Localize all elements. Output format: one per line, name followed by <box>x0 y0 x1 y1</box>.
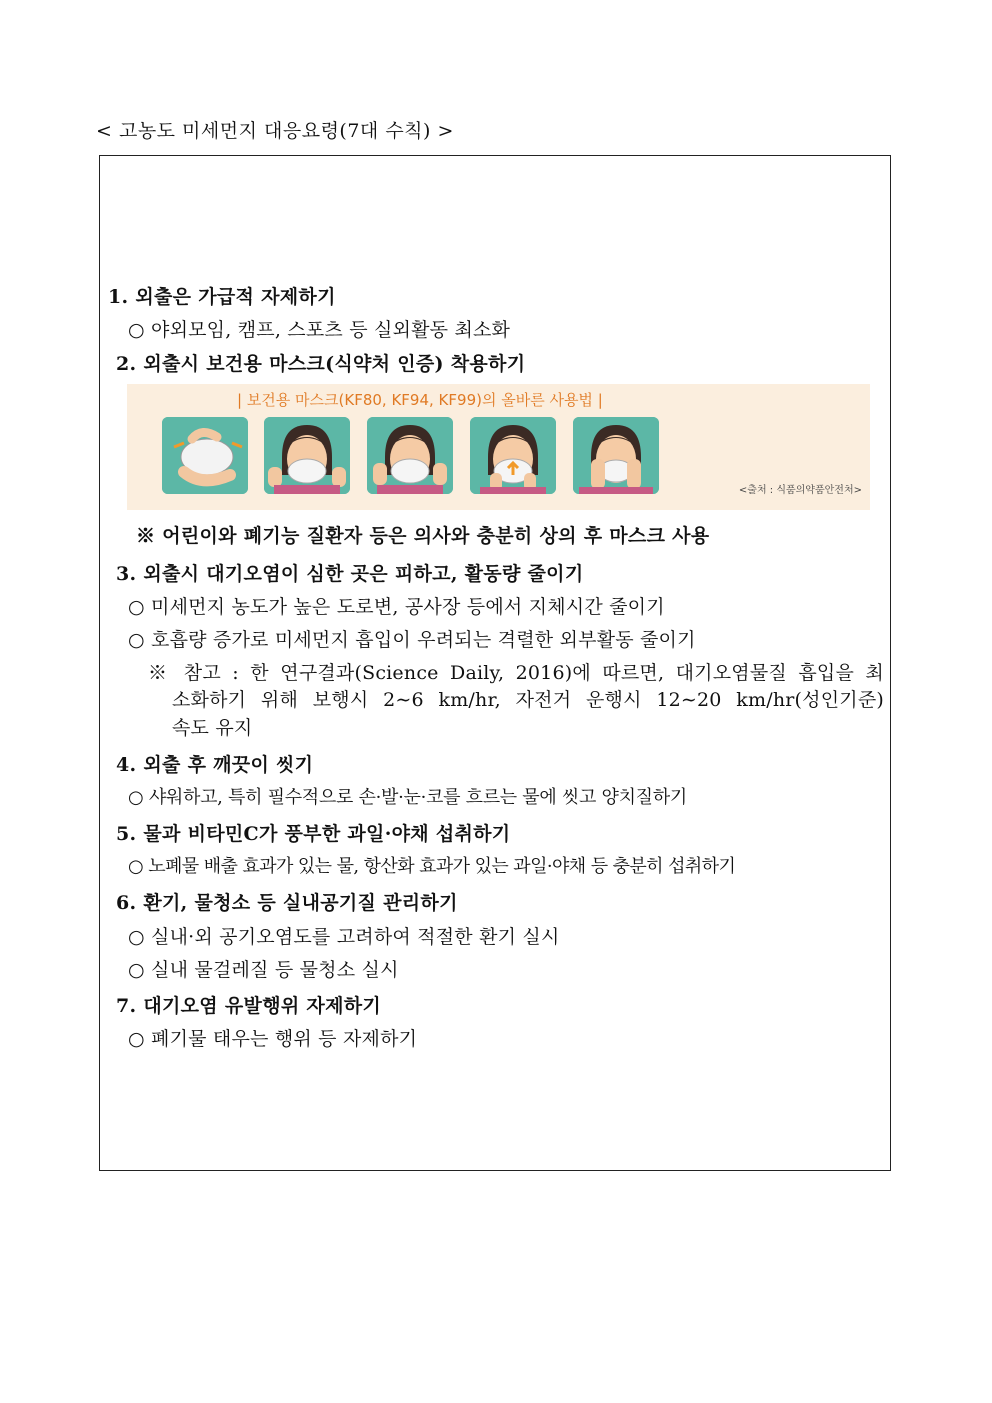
section-5-item-1: ○ 노폐물 배출 효과가 있는 물, 항산화 효과가 있는 과일·야채 등 충분히 섭취하기 <box>128 856 736 877</box>
section-2-note: ※ 어린이와 폐기능 질환자 등은 의사와 충분히 상의 후 마스크 사용 <box>136 525 710 547</box>
section-3-reference-line-1: ※ 참고 : 한 연구결과(Science Daily, 2016)에 따르면, 대기오염물질 흡입을 최 <box>148 662 884 684</box>
mask-usage-figure <box>127 384 870 510</box>
section-1-item-1: ○ 야외모임, 캠프, 스포츠 등 실외활동 최소화 <box>128 319 511 341</box>
mask-step-4-image <box>470 417 556 494</box>
mask-step-2-image <box>264 417 350 494</box>
section-1-heading: 1. 외출은 가급적 자제하기 <box>108 286 336 308</box>
section-6-item-1: ○ 실내·외 공기오염도를 고려하여 적절한 환기 실시 <box>128 926 560 948</box>
section-3-heading: 3. 외출시 대기오염이 심한 곳은 피하고, 활동량 줄이기 <box>116 563 584 585</box>
section-5-heading: 5. 물과 비타민C가 풍부한 과일·야채 섭취하기 <box>116 823 511 845</box>
figure-source: <출처 : 식품의약품안전처> <box>738 485 862 496</box>
section-4-item-1: ○ 샤워하고, 특히 필수적으로 손·발·눈·코를 흐르는 물에 씻고 양치질하기 <box>128 787 687 808</box>
figure-title: | 보건용 마스크(KF80, KF94, KF99)의 올바른 사용법 | <box>237 391 603 409</box>
mask-step-3-image <box>367 417 453 494</box>
mask-step-1-image <box>162 417 248 494</box>
section-6-item-2: ○ 실내 물걸레질 등 물청소 실시 <box>128 959 399 981</box>
mask-step-5-image <box>573 417 659 494</box>
section-3-item-1: ○ 미세먼지 농도가 높은 도로변, 공사장 등에서 지체시간 줄이기 <box>128 596 665 618</box>
section-3-item-2: ○ 호흡량 증가로 미세먼지 흡입이 우려되는 격렬한 외부활동 줄이기 <box>128 629 696 651</box>
section-3-reference-line-3: 속도 유지 <box>172 717 253 739</box>
document-title: < 고농도 미세먼지 대응요령(7대 수칙) > <box>96 120 454 142</box>
section-2-heading: 2. 외출시 보건용 마스크(식약처 인증) 착용하기 <box>116 353 526 375</box>
section-3-reference-line-2: 소화하기 위해 보행시 2∼6 km/hr, 자전거 운행시 12∼20 km/hr(성인기준) <box>172 689 884 711</box>
section-7-heading: 7. 대기오염 유발행위 자제하기 <box>116 995 382 1017</box>
section-4-heading: 4. 외출 후 깨끗이 씻기 <box>116 754 314 776</box>
section-7-item-1: ○ 폐기물 태우는 행위 등 자제하기 <box>128 1028 418 1050</box>
section-6-heading: 6. 환기, 물청소 등 실내공기질 관리하기 <box>116 892 458 914</box>
